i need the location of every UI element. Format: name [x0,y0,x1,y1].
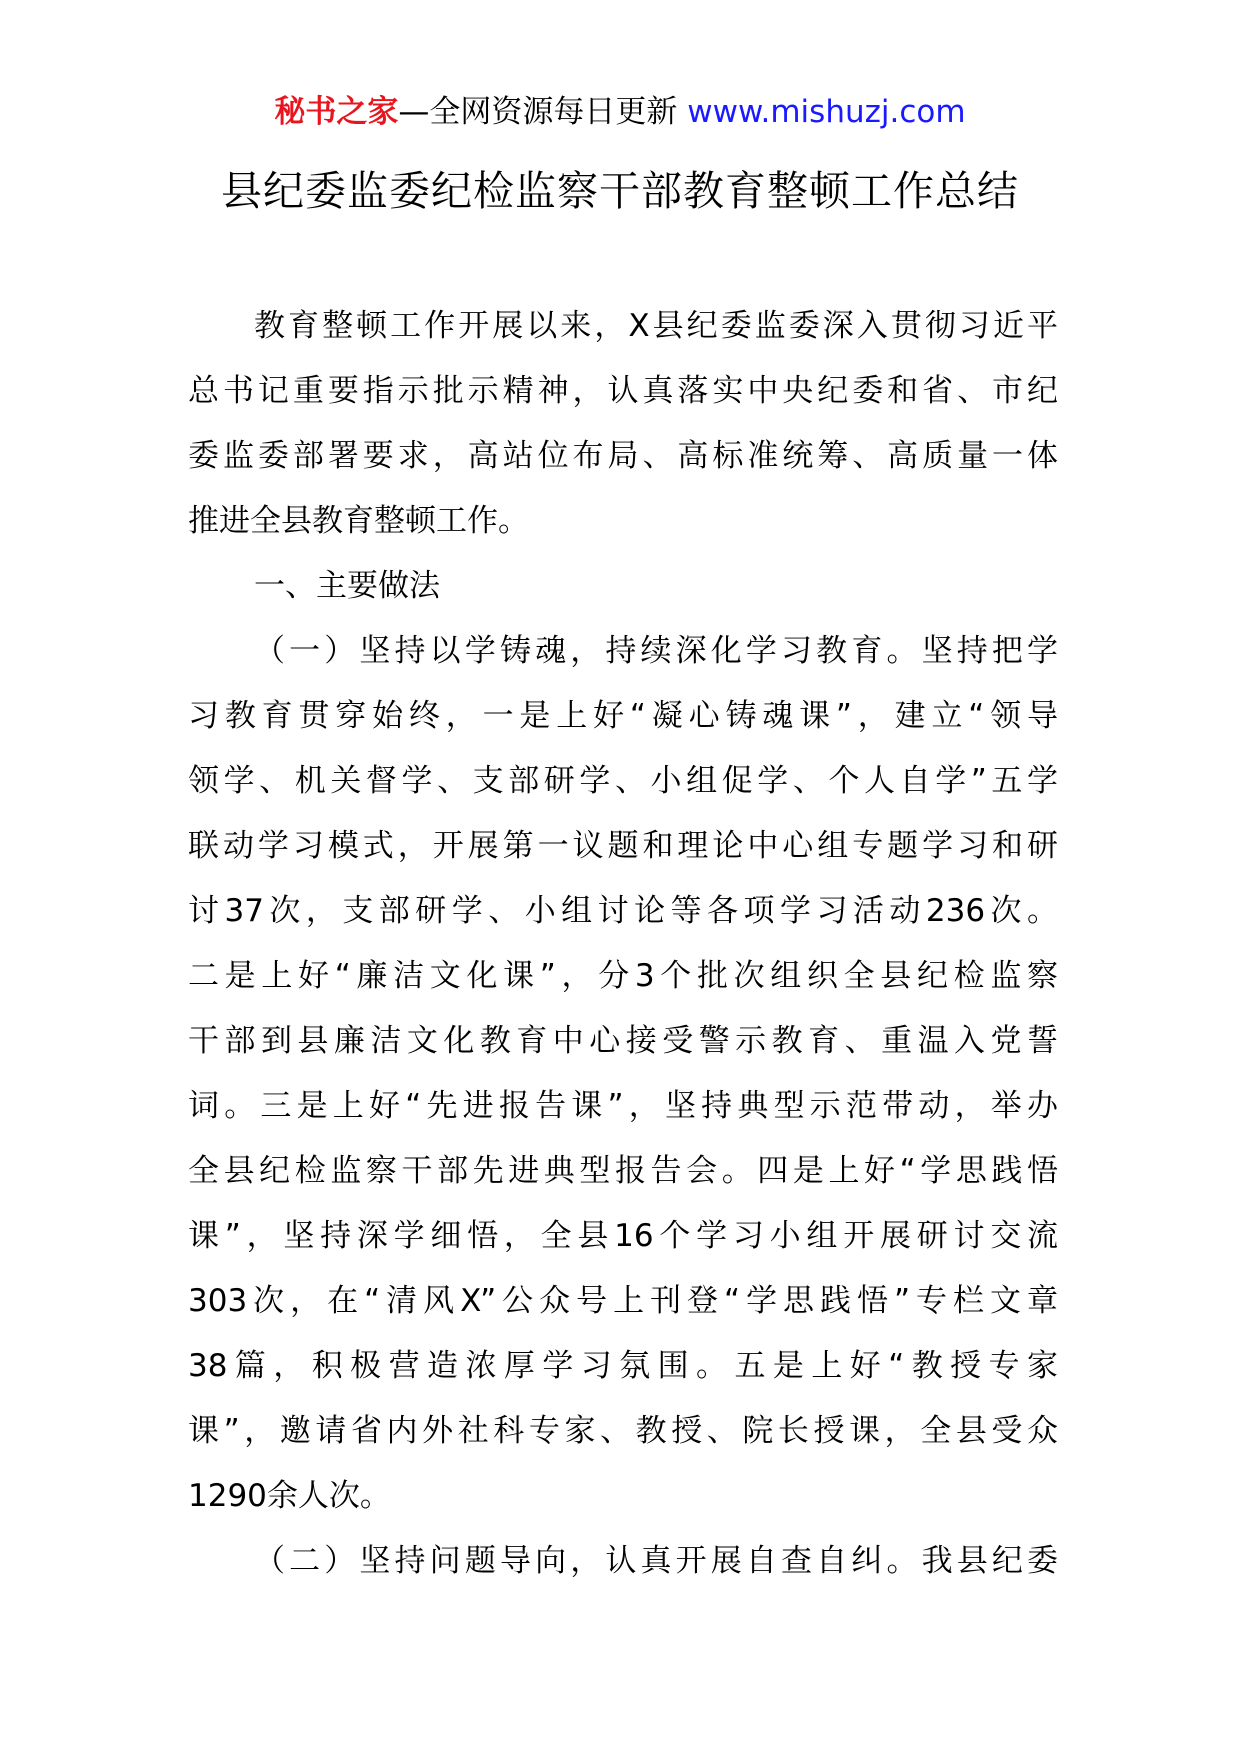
body-line: 总书记重要指示批示精神，认真落实中央纪委和省、市纪 [188,373,1058,409]
body-line: 教育整顿工作开展以来，X县纪委监委深入贯彻习近平 [254,308,1058,344]
body-line: 303次，在“清风X”公众号上刊登“学思践悟”专栏文章 [188,1283,1058,1319]
body-line: 全县纪检监察干部先进典型报告会。四是上好“学思践悟 [188,1153,1058,1189]
body-line: 领学、机关督学、支部研学、小组促学、个人自学”五学 [188,763,1058,799]
watermark-header [0,92,1240,132]
body-line: 推进全县教育整顿工作。 [188,503,529,539]
header-tagline: —全网资源每日更新 [398,94,678,130]
body-line: 38篇，积极营造浓厚学习氛围。五是上好“教授专家 [188,1348,1058,1384]
document-title: 县纪委监委纪检监察干部教育整顿工作总结 [221,167,1019,215]
body-line: 课”，坚持深学细悟，全县16个学习小组开展研讨交流 [188,1218,1058,1254]
body-line: 二是上好“廉洁文化课”，分3个批次组织全县纪检监察 [188,958,1058,994]
body-line: 课”，邀请省内外社科专家、教授、院长授课，全县受众 [188,1413,1058,1449]
body-line: 委监委部署要求，高站位布局、高标准统筹、高质量一体 [188,438,1058,474]
document-body [188,294,1058,1594]
body-line: 干部到县廉洁文化教育中心接受警示教育、重温入党誓 [188,1023,1058,1059]
body-line: 习教育贯穿始终，一是上好“凝心铸魂课”，建立“领导 [188,698,1058,734]
body-line: 1290余人次。 [188,1478,391,1514]
body-line: （一）坚持以学铸魂，持续深化学习教育。坚持把学 [254,633,1058,669]
brand-name: 秘书之家 [274,94,399,130]
body-line: 词。三是上好“先进报告课”，坚持典型示范带动，举办 [188,1088,1058,1124]
section-heading: 一、主要做法 [254,568,440,604]
site-url-link[interactable]: www.mishuzj.com [687,94,966,130]
body-line: （二）坚持问题导向，认真开展自查自纠。我县纪委 [254,1543,1058,1579]
body-line: 联动学习模式，开展第一议题和理论中心组专题学习和研 [188,828,1058,864]
body-line: 讨37次，支部研学、小组讨论等各项学习活动236次。 [188,893,1058,929]
